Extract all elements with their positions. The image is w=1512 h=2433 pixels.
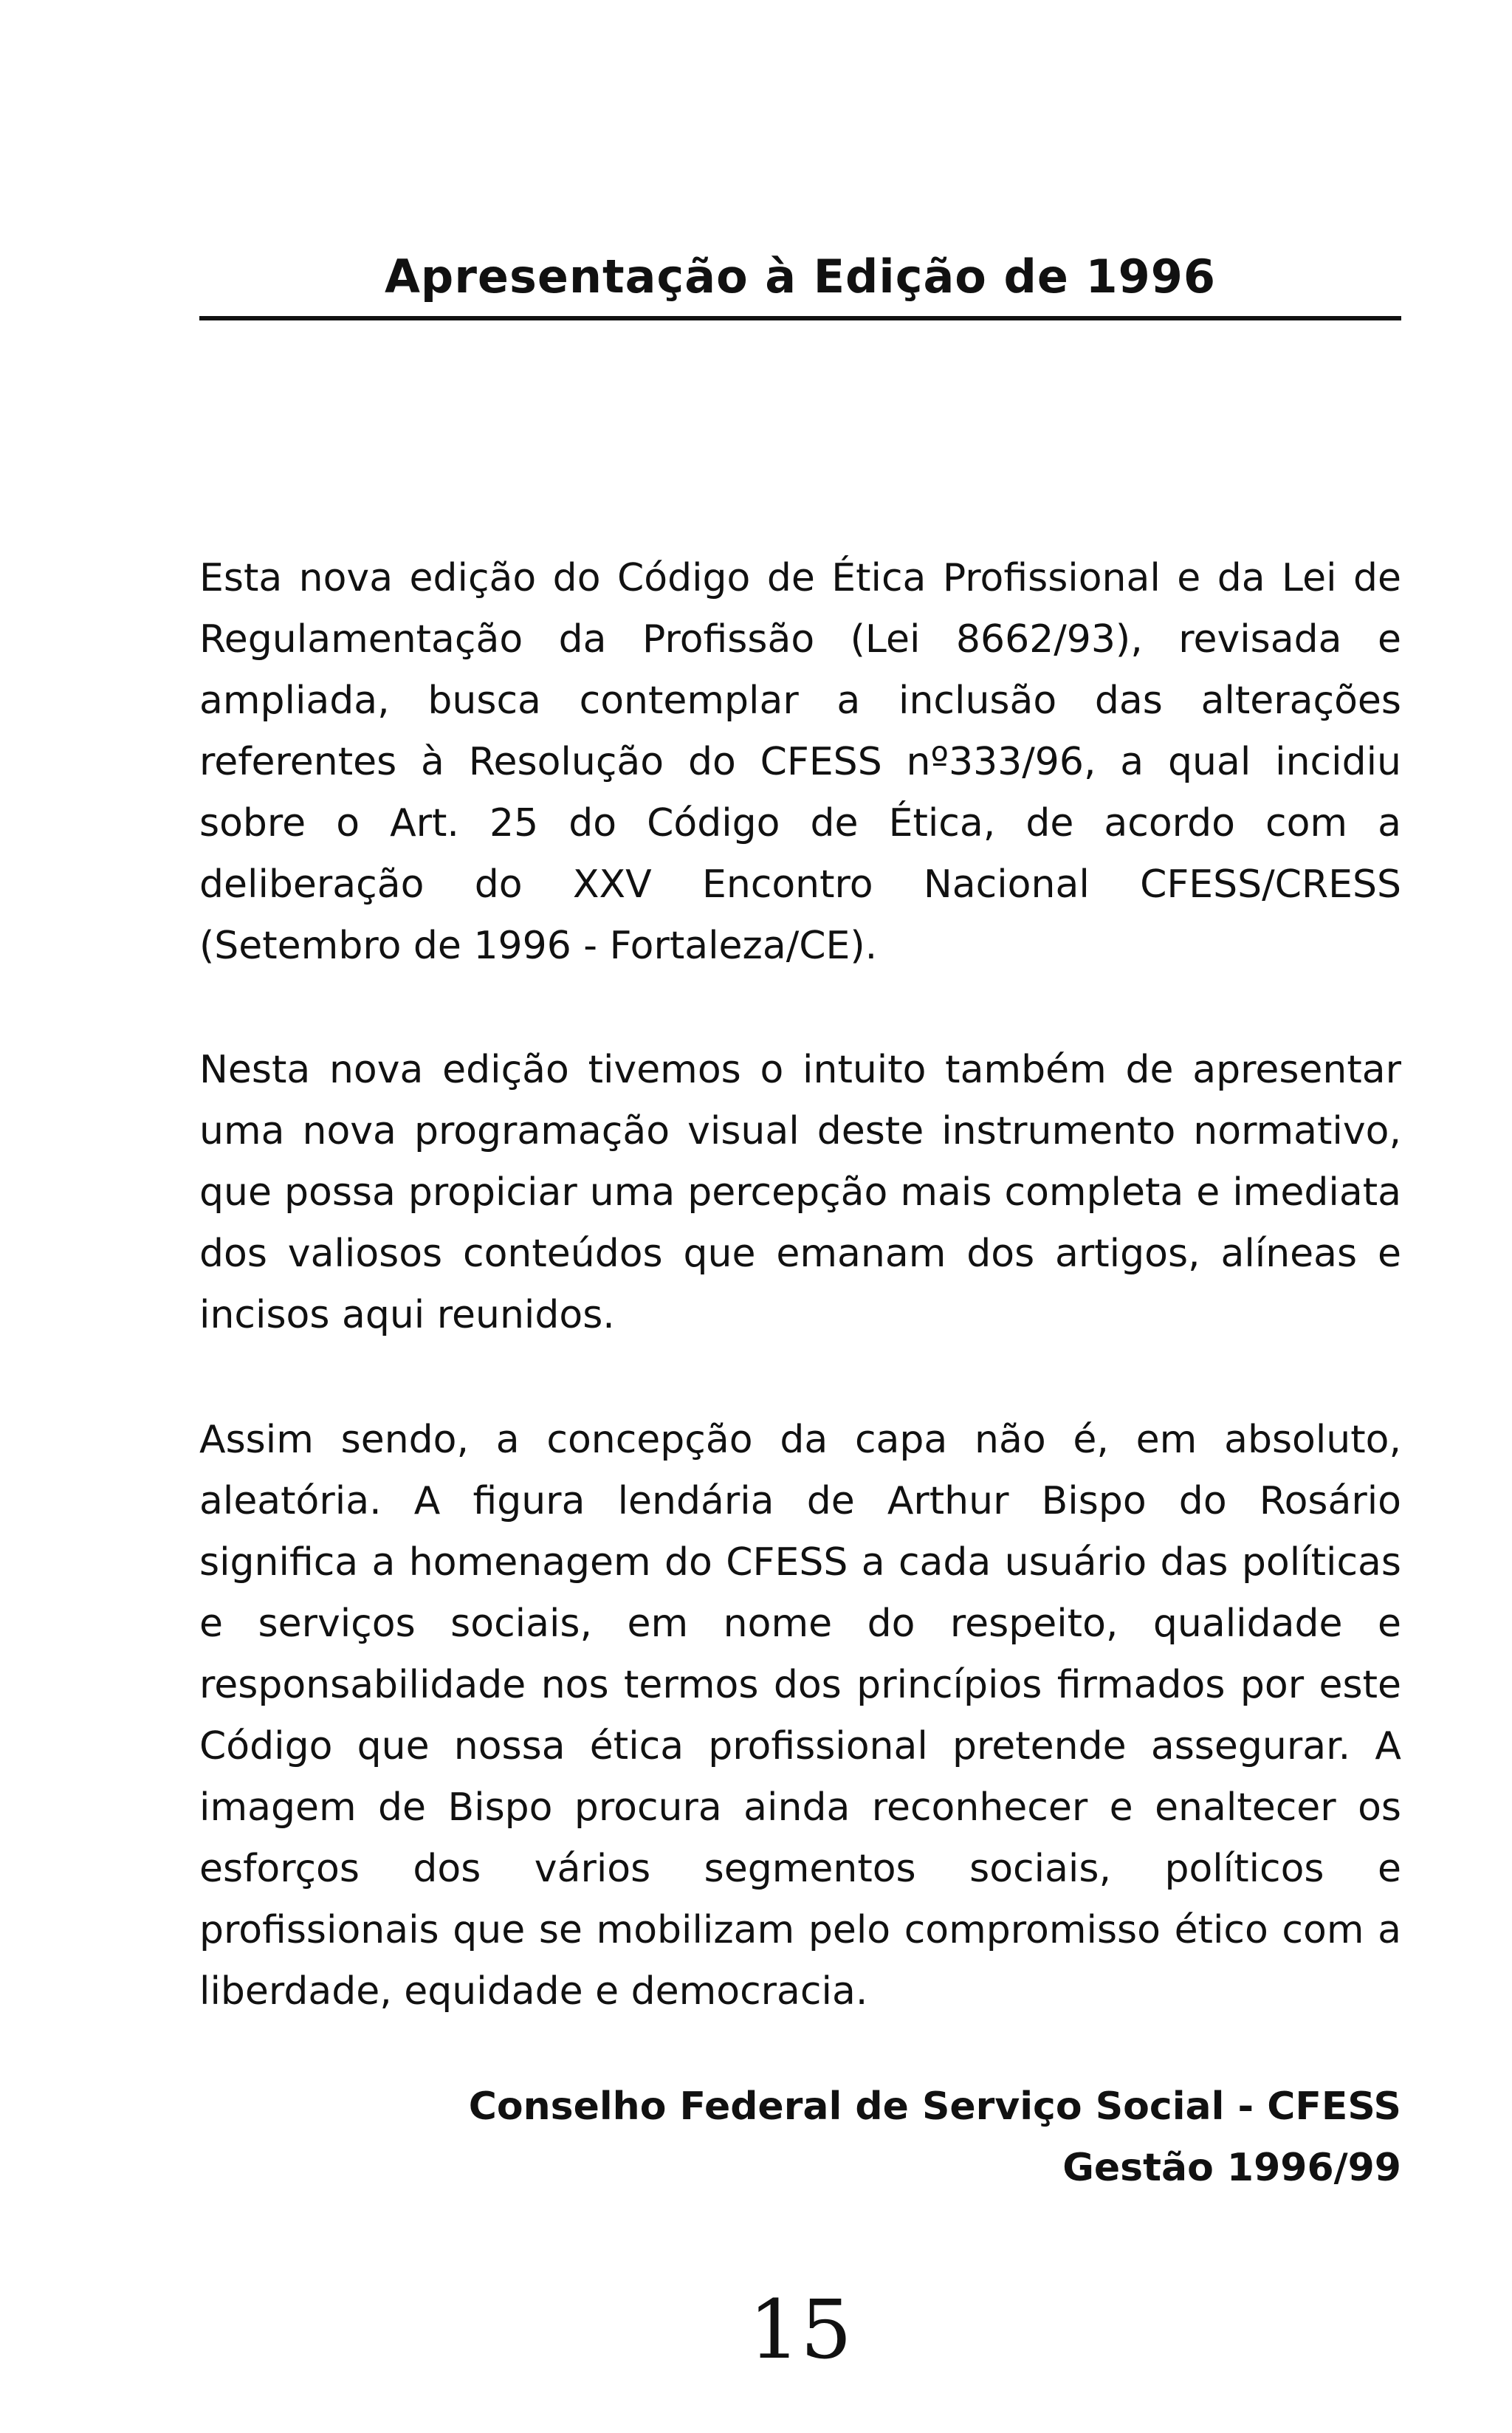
paragraph-edition-scope: Esta nova edição do Código de Ética Profissional e da Lei de Regulamentação da Profissão (Lei 8662/93), revisada e ampliada, busca contemplar a inclusão das alterações referentes à Resolução do CFESS nº333/96, a qual incidiu sobre o Art. 25 do Código de Ética, de acordo com a deliberação do XXV Encontro Nacional CFESS/CRESS (Setembro de 1996 - Fortaleza/CE). [199,556,1401,968]
signature-block [199,2076,1401,2199]
paragraph-cover-conception: Assim sendo, a concepção da capa não é, em absoluto, aleatória. A figura lendária de Arthur Bispo do Rosário significa a homenagem do CFESS a cada usuário das políticas e serviços sociais, em nome do respeito, qualidade e responsabilidade nos termos dos princípios firmados por este Código que nossa ética profissional pretende assegurar. A imagem de Bispo procura ainda reconhecer e enaltecer os esforços dos vários segmentos sociais, políticos e profissionais que se mobilizam pelo compromisso ético com a liberdade, equidade e democracia. [199,1418,1401,2014]
title-underline-divider [199,316,1401,320]
signature-organization: Conselho Federal de Serviço Social - CFESS [468,2084,1401,2129]
document-page [199,0,1401,2433]
page-title: Apresentação à Edição de 1996 [384,250,1217,303]
page-number: 15 [749,2282,852,2377]
signature-term: Gestão 1996/99 [1062,2146,1401,2190]
paragraph-visual-programming: Nesta nova edição tivemos o intuito também de apresentar uma nova programação visual deste instrumento normativo, que possa propiciar uma percepção mais completa e imediata dos valiosos conteúdos que emanam dos artigos, alíneas e incisos aqui reunidos. [199,1048,1401,1337]
